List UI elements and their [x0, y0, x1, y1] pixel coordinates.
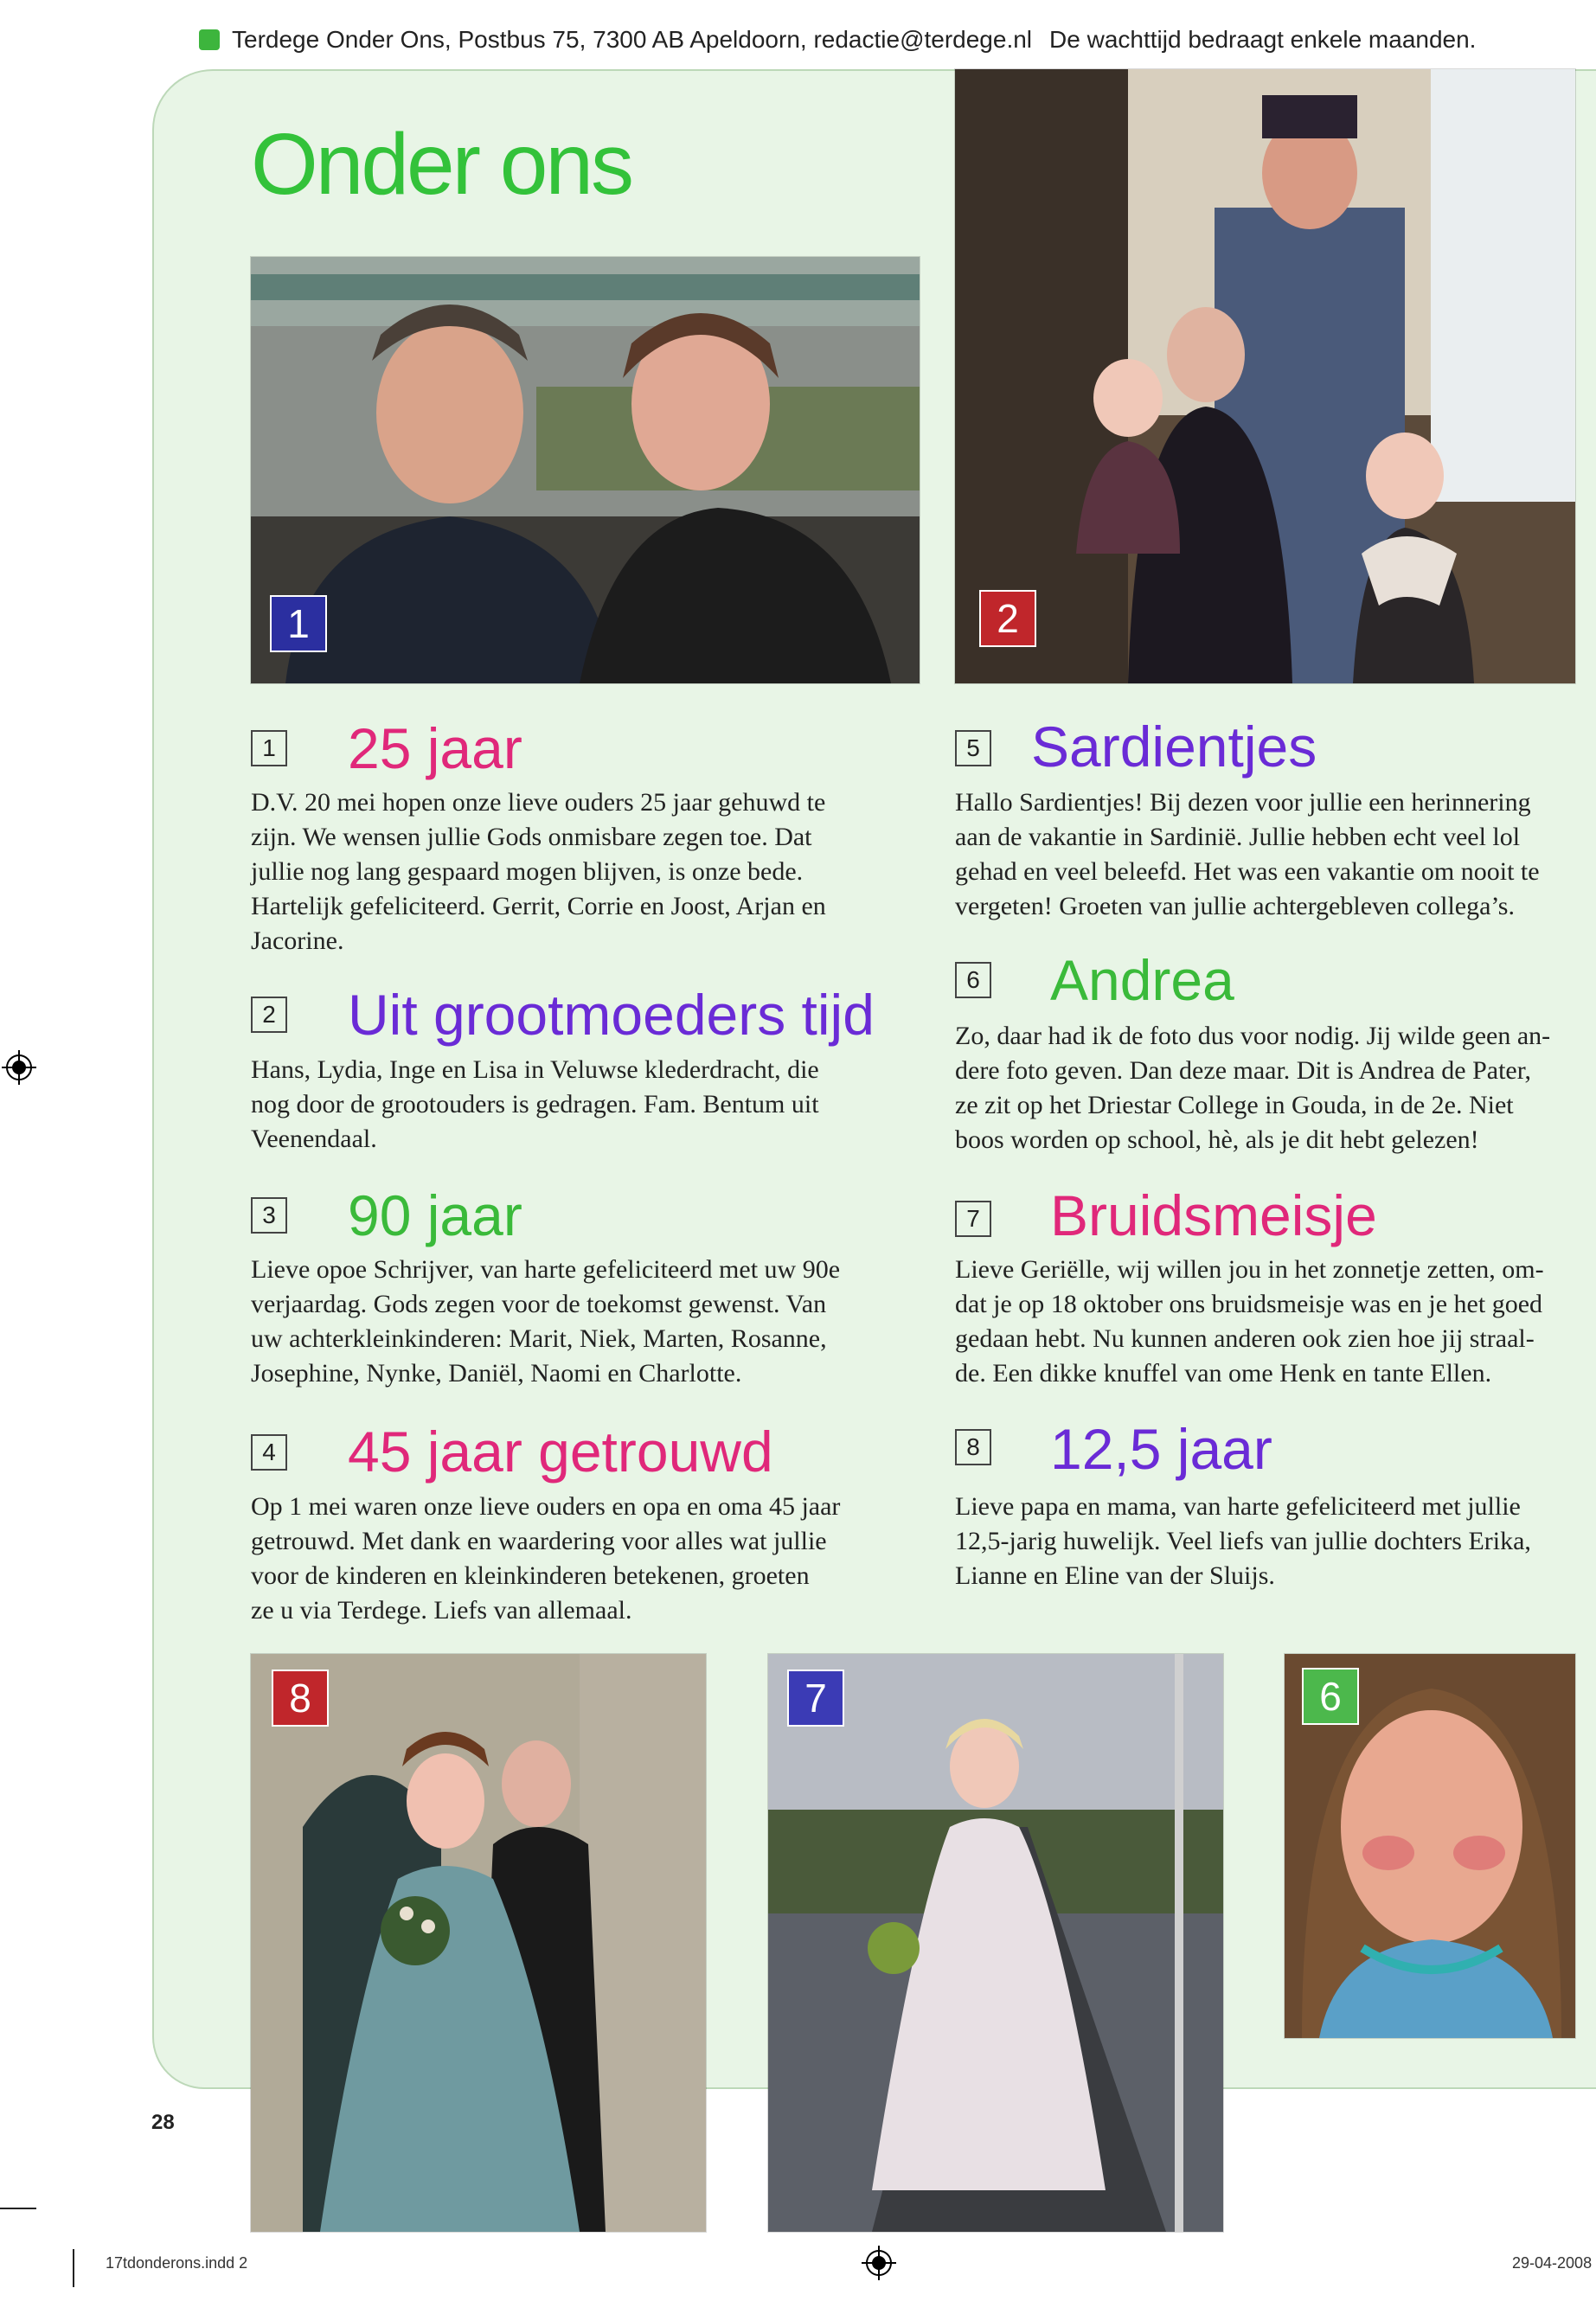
header-bar	[199, 22, 1583, 57]
green-square-icon	[199, 29, 220, 50]
photo-badge-1: 1	[270, 595, 327, 652]
section-number-7: 7	[955, 1201, 991, 1237]
photo-6	[1285, 1654, 1575, 2038]
photo-2	[955, 69, 1575, 683]
section-body-2: Hans, Lydia, Inge en Lisa in Veluwse klederdracht, die nog door de grootouders is gedragen. Fam. Bentum uit Veenendaal.	[251, 1055, 819, 1153]
footer-date: 29-04-2008	[1512, 2254, 1593, 2272]
photo-8	[251, 1654, 706, 2232]
section-body-8: Lieve papa en mama, van harte gefeliciteerd met jullie 12,5-jarig huwelijk. Veel liefs van jullie dochters Erika, Lianne en Eline van der Sluijs.	[955, 1492, 1531, 1590]
section-title-1: 25 jaar	[348, 716, 522, 780]
section-number-4: 4	[251, 1434, 287, 1471]
section-title-2: Uit grootmoeders tijd	[348, 983, 875, 1047]
crop-mark-left	[0, 2208, 36, 2209]
footer-filename: 17tdonderons.indd 2	[106, 2254, 248, 2272]
section-number-2: 2	[251, 997, 287, 1033]
header-contact: Terdege Onder Ons, Postbus 75, 7300 AB Apeldoorn, redactie@terdege.nl	[232, 26, 1033, 53]
section-body-3: Lieve opoe Schrijver, van harte gefeliciteerd met uw 90e verjaardag. Gods zegen voor de toekomst gewenst. Van uw achterkleinkinderen: Marit, Niek, Marten, Rosanne, Josephine, Nynke, Daniël, Naomi en Charlotte.	[251, 1255, 841, 1388]
page-number: 28	[151, 2111, 175, 2134]
registration-mark-bottom-icon	[862, 2246, 896, 2280]
registration-mark-left-icon	[2, 1050, 36, 1085]
photo-1	[251, 257, 920, 683]
photo-7	[768, 1654, 1223, 2232]
page-title: Onder ons	[251, 116, 631, 213]
section-title-3: 90 jaar	[348, 1183, 522, 1247]
section-body-6: Zo, daar had ik de foto dus voor nodig. Jij wilde geen an- dere foto geven. Dan deze maar. Dit is Andrea de Pater, ze zit op het Driestar College in Gouda, in de 2e. Niet boos worden op school, hè, als je dit hebt gelezen!	[955, 1022, 1551, 1154]
section-body-4: Op 1 mei waren onze lieve ouders en opa en oma 45 jaar getrouwd. Met dank en waardering voor alles wat jullie voor de kinderen en kleinkinderen betekenen, groeten ze u via Terdege. Liefs van allemaal.	[251, 1492, 841, 1625]
photo-badge-7: 7	[787, 1670, 844, 1727]
section-body-5: Hallo Sardientjes! Bij dezen voor jullie een herinnering aan de vakantie in Sardinië. Jullie hebben echt veel lol gehad en veel beleefd. Het was een vakantie om nooit te vergeten! Groeten van jullie achtergebleven collega’s.	[955, 788, 1540, 920]
section-number-5: 5	[955, 730, 991, 766]
section-title-6: Andrea	[1050, 948, 1234, 1012]
section-number-6: 6	[955, 962, 991, 998]
section-body-1: D.V. 20 mei hopen onze lieve ouders 25 jaar gehuwd te zijn. We wensen jullie Gods onmisbare zegen toe. Dat jullie nog lang gespaard mogen blijven, is onze bede. Hartelijk gefeliciteerd. Gerrit, Corrie en Joost, Arjan en Jacorine.	[251, 788, 826, 955]
section-title-5: Sardientjes	[1031, 715, 1317, 779]
photo-badge-2: 2	[979, 590, 1036, 647]
section-number-8: 8	[955, 1429, 991, 1465]
photo-badge-8: 8	[272, 1670, 329, 1727]
section-title-4: 45 jaar getrouwd	[348, 1420, 773, 1484]
section-title-8: 12,5 jaar	[1050, 1417, 1272, 1481]
photo-badge-6: 6	[1302, 1668, 1359, 1725]
section-number-3: 3	[251, 1197, 287, 1234]
section-body-7: Lieve Geriëlle, wij willen jou in het zonnetje zetten, om- dat je op 18 oktober ons bruidsmeisje was en je het goed gedaan hebt. Nu kunnen anderen ook zien hoe jij straal- de. Een dikke knuffel van ome Henk en tante Ellen.	[955, 1255, 1544, 1388]
section-title-7: Bruidsmeisje	[1050, 1183, 1377, 1247]
crop-mark-bottom	[73, 2249, 74, 2287]
section-number-1: 1	[251, 730, 287, 766]
header-wait-note: De wachttijd bedraagt enkele maanden.	[1049, 26, 1477, 53]
